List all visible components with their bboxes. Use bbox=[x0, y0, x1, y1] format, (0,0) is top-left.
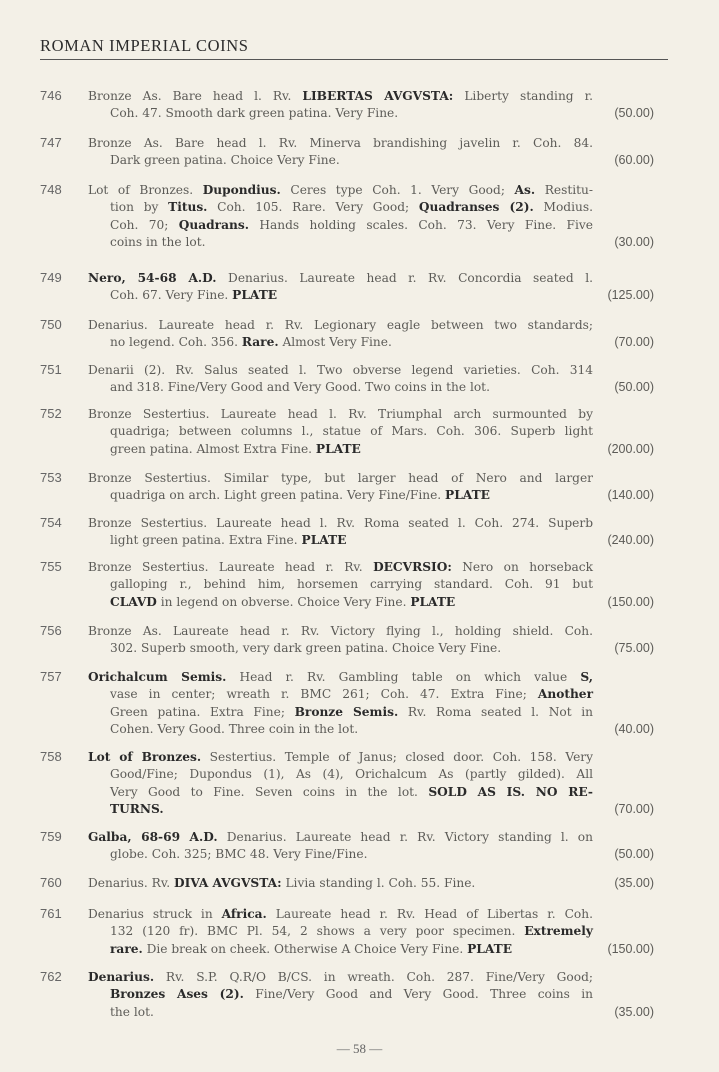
description-line bbox=[88, 594, 593, 611]
text-run: galloping r., behind him, horsemen carrying standard. Coh. 91 but bbox=[110, 577, 593, 592]
bold-text: Galba, 68-69 A.D. bbox=[88, 830, 218, 844]
text-run: Denarius struck in bbox=[88, 907, 222, 921]
text-run: Coh. 47. Smooth dark green patina. Very Fine. bbox=[110, 106, 399, 121]
text-run: Die break on cheek. Otherwise A Choice Very Fine. bbox=[142, 941, 468, 956]
description-line bbox=[88, 686, 593, 703]
text-run: the lot. bbox=[110, 1004, 154, 1019]
description-line bbox=[88, 941, 593, 958]
text-run: Fine/Very Good and Very Good. Three coins in bbox=[243, 987, 593, 1002]
lot-description bbox=[88, 135, 593, 170]
bold-text: Extremely bbox=[524, 924, 593, 939]
description-line bbox=[88, 423, 593, 440]
description-line bbox=[88, 470, 593, 487]
lot-number: 758 bbox=[40, 749, 62, 764]
bold-text: Lot of Bronzes. bbox=[88, 750, 202, 764]
page-number: — 58 — bbox=[336, 1041, 383, 1056]
text-run: 302. Superb smooth, very dark green patina. Choice Very Fine. bbox=[110, 641, 502, 656]
lot-number: 759 bbox=[40, 829, 62, 844]
lot-description bbox=[88, 829, 593, 864]
bold-text: Dupondius. bbox=[202, 183, 281, 197]
text-run: Restitu- bbox=[535, 183, 593, 197]
bold-text: PLATE bbox=[410, 594, 456, 609]
bold-text: Quadranses (2). bbox=[418, 200, 534, 215]
estimate-price: (240.00) bbox=[607, 533, 654, 548]
text-run: Cohen. Very Good. Three coin in the lot. bbox=[110, 721, 359, 736]
description-line bbox=[88, 379, 593, 396]
lot-number: 750 bbox=[40, 317, 62, 332]
text-run: Coh. 105. Rare. Very Good; bbox=[207, 200, 419, 215]
bold-text: TURNS. bbox=[110, 801, 164, 816]
description-line bbox=[88, 152, 593, 169]
text-run: Bronze As. Bare head l. Rv. Minerva brandishing javelin r. Coh. 84. bbox=[88, 136, 593, 150]
bold-text: PLATE bbox=[315, 441, 361, 456]
lot-description bbox=[88, 88, 593, 123]
lot-number: 760 bbox=[40, 875, 62, 890]
text-run: light green patina. Extra Fine. bbox=[110, 533, 302, 548]
text-run: tion by bbox=[110, 200, 169, 215]
lot-description bbox=[88, 559, 593, 611]
text-run: Coh. 70; bbox=[110, 217, 179, 232]
text-run: Bronze As. Laureate head r. Rv. Victory flying l., holding shield. Coh. bbox=[88, 624, 593, 638]
text-run: Bronze As. Bare head l. Rv. bbox=[88, 89, 303, 103]
lot-description bbox=[88, 969, 593, 1021]
description-line bbox=[88, 487, 593, 504]
lot-number: 748 bbox=[40, 182, 62, 197]
text-run: Green patina. Extra Fine; bbox=[110, 704, 295, 719]
description-line bbox=[88, 441, 593, 458]
description-line bbox=[88, 1004, 593, 1021]
bold-text: DECVRSIO: bbox=[373, 560, 452, 574]
text-run: Denarius. Rv. bbox=[88, 876, 175, 890]
bold-text: Bronzes Ases (2). bbox=[110, 987, 244, 1002]
description-line bbox=[88, 576, 593, 593]
lot-description bbox=[88, 270, 593, 305]
estimate-price: (30.00) bbox=[614, 234, 654, 249]
text-run: and 318. Fine/Very Good and Very Good. Two coins in the lot. bbox=[110, 380, 490, 395]
text-run: Sestertius. Temple of Janus; closed door. Coh. 158. Very bbox=[201, 750, 593, 764]
estimate-price: (50.00) bbox=[614, 106, 654, 121]
description-line bbox=[88, 217, 593, 234]
description-line bbox=[88, 334, 593, 351]
text-run: green patina. Almost Extra Fine. bbox=[110, 441, 316, 456]
description-line bbox=[88, 362, 593, 379]
bold-text: Titus. bbox=[168, 200, 208, 215]
description-line bbox=[88, 766, 593, 783]
text-run: Bronze Sestertius. Similar type, but larger head of Nero and larger bbox=[88, 471, 593, 485]
text-run: Denarii (2). Rv. Salus seated l. Two obverse legend varieties. Coh. 314 bbox=[88, 363, 593, 377]
text-run: Bronze Sestertius. Laureate head l. Rv. Roma seated l. Coh. 274. Superb bbox=[88, 516, 593, 530]
description-line bbox=[88, 88, 593, 105]
lot-description bbox=[88, 182, 593, 251]
text-run: Modius. bbox=[533, 200, 593, 215]
description-line bbox=[88, 829, 593, 846]
lot-number: 747 bbox=[40, 135, 62, 150]
text-run: Nero on horseback bbox=[451, 560, 593, 574]
bold-text: DIVA AVGVSTA: bbox=[174, 876, 282, 890]
bold-text: Rare. bbox=[241, 335, 279, 350]
description-line bbox=[88, 317, 593, 334]
text-run: in legend on obverse. Choice Very Fine. bbox=[156, 594, 411, 609]
header-title: ROMAN IMPERIAL COINS bbox=[40, 36, 249, 55]
text-run: Good/Fine; Dupondus (1), As (4), Orichalcum As (partly gilded). All bbox=[110, 767, 593, 782]
description-line bbox=[88, 515, 593, 532]
bold-text: rare. bbox=[110, 941, 143, 956]
estimate-price: (150.00) bbox=[607, 941, 654, 956]
text-run: Dark green patina. Choice Very Fine. bbox=[110, 153, 340, 168]
estimate-price: (75.00) bbox=[614, 641, 654, 656]
bold-text: PLATE bbox=[467, 941, 513, 956]
text-run: Coh. 67. Very Fine. bbox=[110, 288, 233, 303]
description-line bbox=[88, 532, 593, 549]
description-line bbox=[88, 801, 593, 818]
description-line bbox=[88, 270, 593, 287]
bold-text: Denarius. bbox=[88, 970, 155, 984]
description-line bbox=[88, 986, 593, 1003]
description-line bbox=[88, 623, 593, 640]
text-run: Almost Very Fine. bbox=[278, 335, 392, 350]
bold-text: Another bbox=[537, 687, 593, 702]
text-run: Ceres type Coh. 1. Very Good; bbox=[280, 183, 515, 197]
description-line bbox=[88, 721, 593, 738]
bold-text: PLATE bbox=[445, 488, 490, 503]
bold-text: PLATE bbox=[301, 533, 347, 548]
estimate-price: (35.00) bbox=[614, 1004, 654, 1019]
bold-text: SOLD AS IS. NO RE- bbox=[428, 784, 593, 799]
lot-description bbox=[88, 362, 593, 397]
text-run: quadriga on arch. Light green patina. Very Fine/Fine. bbox=[110, 488, 446, 503]
text-run: Bronze Sestertius. Laureate head r. Rv. bbox=[88, 560, 374, 574]
lot-description bbox=[88, 623, 593, 658]
lot-description bbox=[88, 749, 593, 818]
text-run: Denarius. Laureate head r. Rv. Victory standing l. on bbox=[217, 830, 593, 844]
lot-number: 746 bbox=[40, 88, 62, 103]
text-run: Bronze Sestertius. Laureate head l. Rv. Triumphal arch surmounted by bbox=[88, 407, 593, 421]
text-run: coins in the lot. bbox=[110, 234, 206, 249]
description-line bbox=[88, 875, 593, 892]
lot-number: 757 bbox=[40, 669, 62, 684]
bold-text: S, bbox=[580, 670, 593, 684]
description-line bbox=[88, 406, 593, 423]
description-line bbox=[88, 182, 593, 199]
text-run: Livia standing l. Coh. 55. Fine. bbox=[281, 876, 476, 890]
description-line bbox=[88, 846, 593, 863]
lot-description bbox=[88, 317, 593, 352]
description-line bbox=[88, 287, 593, 304]
description-line bbox=[88, 669, 593, 686]
estimate-price: (70.00) bbox=[614, 335, 654, 350]
lot-number: 752 bbox=[40, 406, 62, 421]
description-line bbox=[88, 969, 593, 986]
bold-text: Quadrans. bbox=[178, 217, 249, 232]
bold-text: LIBERTAS AVGVSTA: bbox=[302, 89, 454, 103]
text-run: globe. Coh. 325; BMC 48. Very Fine/Fine. bbox=[110, 847, 368, 862]
bold-text: Orichalcum Semis. bbox=[88, 670, 227, 684]
description-line bbox=[88, 105, 593, 122]
description-line bbox=[88, 559, 593, 576]
text-run: Head r. Rv. Gambling table on which value bbox=[226, 670, 581, 684]
estimate-price: (140.00) bbox=[607, 488, 654, 503]
lot-description bbox=[88, 515, 593, 550]
lot-number: 761 bbox=[40, 906, 62, 921]
text-run: Very Good to Fine. Seven coins in the lot. bbox=[110, 784, 429, 799]
bold-text: PLATE bbox=[232, 288, 278, 303]
lot-number: 754 bbox=[40, 515, 62, 530]
lot-description bbox=[88, 875, 593, 892]
text-run: Lot of Bronzes. bbox=[88, 183, 203, 197]
text-run: Hands holding scales. Coh. 73. Very Fine. Five bbox=[248, 217, 593, 232]
estimate-price: (50.00) bbox=[614, 847, 654, 862]
text-run: Denarius. Laureate head r. Rv. Concordia seated l. bbox=[216, 271, 593, 285]
text-run: Laureate head r. Rv. Head of Libertas r. Coh. bbox=[266, 907, 593, 921]
estimate-price: (40.00) bbox=[614, 721, 654, 736]
lot-number: 753 bbox=[40, 470, 62, 485]
description-line bbox=[88, 199, 593, 216]
estimate-price: (50.00) bbox=[614, 380, 654, 395]
estimate-price: (70.00) bbox=[614, 801, 654, 816]
text-run: no legend. Coh. 356. bbox=[110, 335, 242, 350]
lot-description bbox=[88, 470, 593, 505]
lot-number: 755 bbox=[40, 559, 62, 574]
text-run: Rv. Roma seated l. Not in bbox=[398, 704, 594, 719]
lot-description bbox=[88, 406, 593, 458]
lot-number: 756 bbox=[40, 623, 62, 638]
running-header bbox=[40, 36, 668, 60]
description-line bbox=[88, 704, 593, 721]
bold-text: Nero, 54-68 A.D. bbox=[88, 271, 217, 285]
description-line bbox=[88, 784, 593, 801]
estimate-price: (35.00) bbox=[614, 876, 654, 890]
bold-text: Africa. bbox=[221, 907, 267, 921]
lot-description bbox=[88, 906, 593, 958]
estimate-price: (60.00) bbox=[614, 153, 654, 168]
estimate-price: (125.00) bbox=[607, 288, 654, 303]
text-run: Liberty standing r. bbox=[453, 89, 593, 103]
estimate-price: (150.00) bbox=[607, 594, 654, 609]
text-run: 132 (120 fr). BMC Pl. 54, 2 shows a very poor specimen. bbox=[110, 924, 525, 939]
text-run: quadriga; between columns l., statue of Mars. Coh. 306. Superb light bbox=[110, 424, 593, 439]
text-run: vase in center; wreath r. BMC 261; Coh. 47. Extra Fine; bbox=[110, 687, 538, 702]
text-run: Rv. S.P. Q.R/O B/CS. in wreath. Coh. 287. Fine/Very Good; bbox=[154, 970, 593, 984]
description-line bbox=[88, 749, 593, 766]
lot-number: 762 bbox=[40, 969, 62, 984]
bold-text: Bronze Semis. bbox=[294, 704, 399, 719]
lot-number: 751 bbox=[40, 362, 62, 377]
lot-number: 749 bbox=[40, 270, 62, 285]
description-line bbox=[88, 923, 593, 940]
text-run: Denarius. Laureate head r. Rv. Legionary eagle between two standards; bbox=[88, 318, 593, 332]
bold-text: As. bbox=[514, 183, 536, 197]
bold-text: CLAVD bbox=[110, 594, 157, 609]
description-line bbox=[88, 640, 593, 657]
estimate-price: (200.00) bbox=[607, 441, 654, 456]
description-line bbox=[88, 906, 593, 923]
lot-description bbox=[88, 669, 593, 738]
description-line bbox=[88, 234, 593, 251]
description-line bbox=[88, 135, 593, 152]
